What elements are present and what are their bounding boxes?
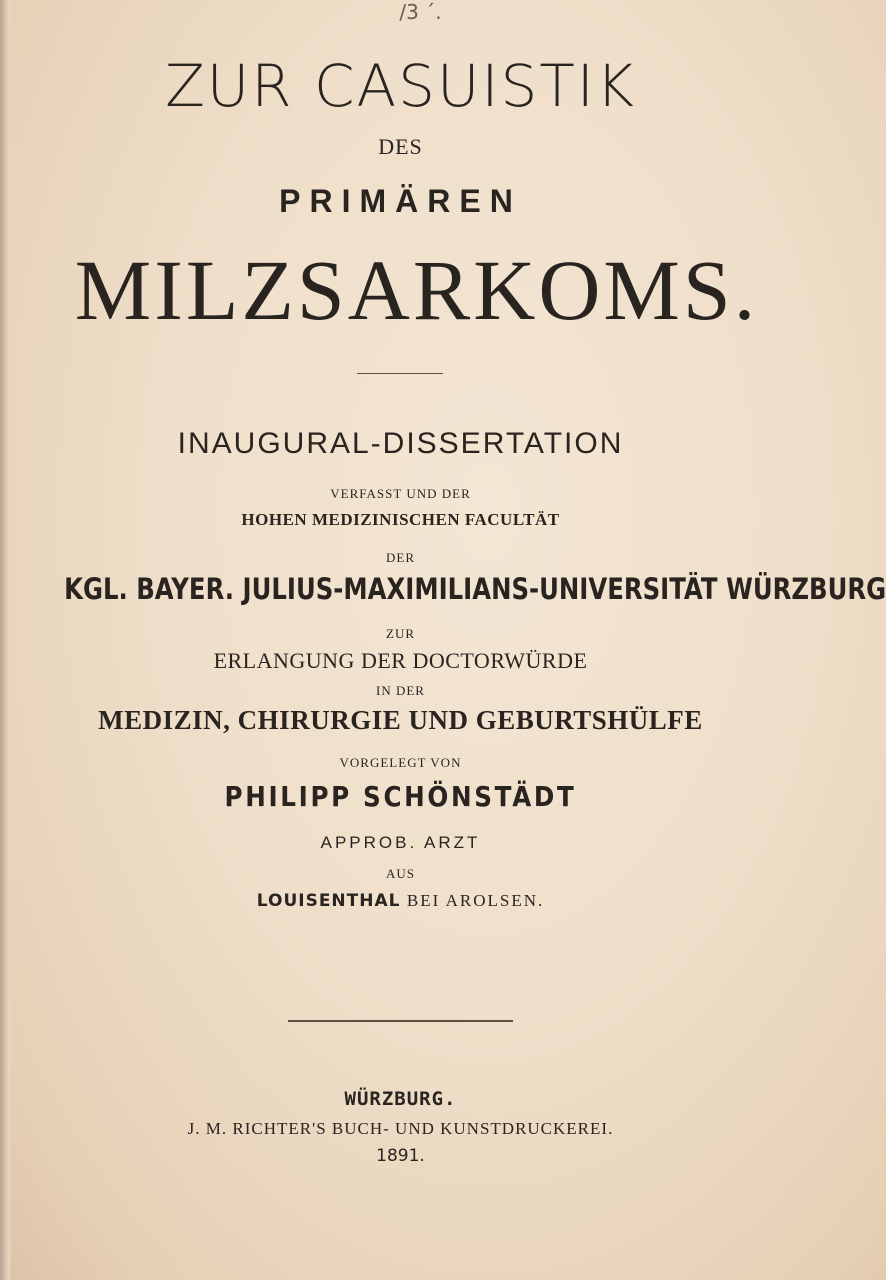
der-line: DER	[386, 550, 415, 565]
aus-line: AUS	[385, 866, 415, 881]
dissertation-heading: INAUGURAL-DISSERTATION	[177, 427, 624, 460]
subject-line: MEDIZIN, CHIRURGIE UND GEBURTSHÜLFE	[98, 705, 703, 735]
vorgelegt-line: VORGELEGT VON	[339, 755, 462, 770]
origin-rest: BEI AROLSEN.	[406, 891, 545, 910]
imprint-year: 1891.	[376, 1146, 425, 1166]
title-line-2: DES	[378, 134, 423, 159]
divider-rule	[357, 373, 443, 374]
faculty-line: HOHEN MEDIZINISCHEN FACULTÄT	[241, 510, 560, 529]
title-line-1: ZUR CASUISTIK	[165, 52, 636, 120]
imprint-city: WÜRZBURG.	[344, 1088, 457, 1110]
origin-line	[0, 891, 801, 911]
imprint-printer: J. M. RICHTER'S BUCH- UND KUNSTDRUCKEREI.	[187, 1119, 614, 1138]
origin-place: LOUISENTHAL	[256, 891, 401, 911]
title-line-4: MILZSARKOMS.	[74, 242, 759, 338]
imprint-rule	[288, 1020, 513, 1022]
erlangung-line: ERLANGUNG DER DOCTORWÜRDE	[213, 648, 588, 673]
shelf-mark: /3 ´.	[399, 0, 442, 24]
verfasst-line: VERFASST UND DER	[330, 486, 471, 501]
zur-line: ZUR	[386, 626, 415, 641]
author-title: APPROB. ARZT	[320, 833, 481, 852]
title-line-3: PRIMÄREN	[279, 183, 522, 219]
author-name: PHILIPP SCHÖNSTÄDT	[224, 780, 577, 813]
university-line: KGL. BAYER. JULIUS-MAXIMILIANS-UNIVERSITÄT WÜRZBURG	[64, 572, 886, 606]
in-der-line: IN DER	[376, 683, 425, 698]
